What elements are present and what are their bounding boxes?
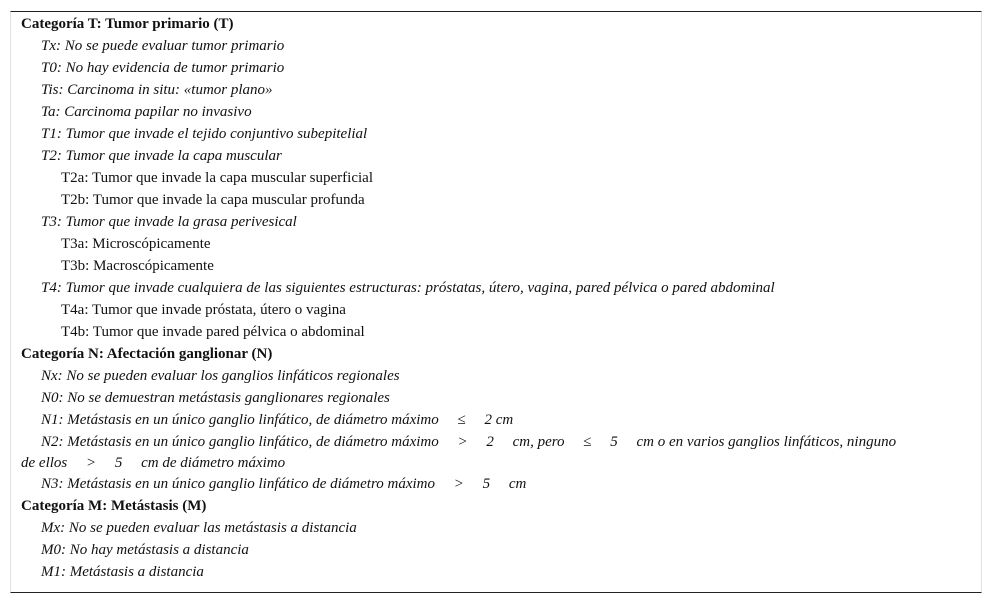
m-item-m0: M0: No hay metástasis a distancia <box>41 542 249 558</box>
t-item-t3a: T3a: Microscópicamente <box>61 236 211 252</box>
m-category-header: Categoría M: Metástasis (M) <box>21 498 207 514</box>
t-item-tx: Tx: No se puede evaluar tumor primario <box>41 38 285 54</box>
t-item-tis: Tis: Carcinoma in situ: «tumor plano» <box>41 82 273 98</box>
t-item-t1: T1: Tumor que invade el tejido conjuntivo subepitelial <box>41 126 368 142</box>
t-item-t4a: T4a: Tumor que invade próstata, útero o vagina <box>61 302 346 318</box>
t-item-t4: T4: Tumor que invade cualquiera de las siguientes estructuras: próstatas, útero, vagina, pared pélvica o pared abdominal <box>41 280 775 296</box>
n-category-header: Categoría N: Afectación ganglionar (N) <box>21 346 273 362</box>
t-item-t3b: T3b: Macroscópicamente <box>61 258 214 274</box>
n-item-n0: N0: No se demuestran metástasis ganglionares regionales <box>41 390 390 406</box>
n-item-n2-continued: de ellos > 5 cm de diámetro máximo <box>21 455 286 471</box>
t-category-header: Categoría T: Tumor primario (T) <box>21 16 234 32</box>
t-item-t2b: T2b: Tumor que invade la capa muscular profunda <box>61 192 365 208</box>
n-item-n3: N3: Metástasis en un único ganglio linfático de diámetro máximo > 5 cm <box>41 476 527 492</box>
t-item-t4b: T4b: Tumor que invade pared pélvica o abdominal <box>61 324 365 340</box>
t-item-t0: T0: No hay evidencia de tumor primario <box>41 60 285 76</box>
n-item-n2: N2: Metástasis en un único ganglio linfático, de diámetro máximo > 2 cm, pero ≤ 5 cm o en varios ganglios linfáticos, ninguno <box>41 434 897 450</box>
m-item-m1: M1: Metástasis a distancia <box>41 564 204 580</box>
m-item-mx: Mx: No se pueden evaluar las metástasis a distancia <box>41 520 357 536</box>
t-item-ta: Ta: Carcinoma papilar no invasivo <box>41 104 252 120</box>
n-item-n1: N1: Metástasis en un único ganglio linfático, de diámetro máximo ≤ 2 cm <box>41 412 514 428</box>
t-item-t3: T3: Tumor que invade la grasa perivesical <box>41 214 297 230</box>
t-item-t2: T2: Tumor que invade la capa muscular <box>41 148 282 164</box>
n-item-nx: Nx: No se pueden evaluar los ganglios linfáticos regionales <box>41 368 400 384</box>
tnm-classification <box>21 13 966 583</box>
t-item-t2a: T2a: Tumor que invade la capa muscular superficial <box>61 170 373 186</box>
